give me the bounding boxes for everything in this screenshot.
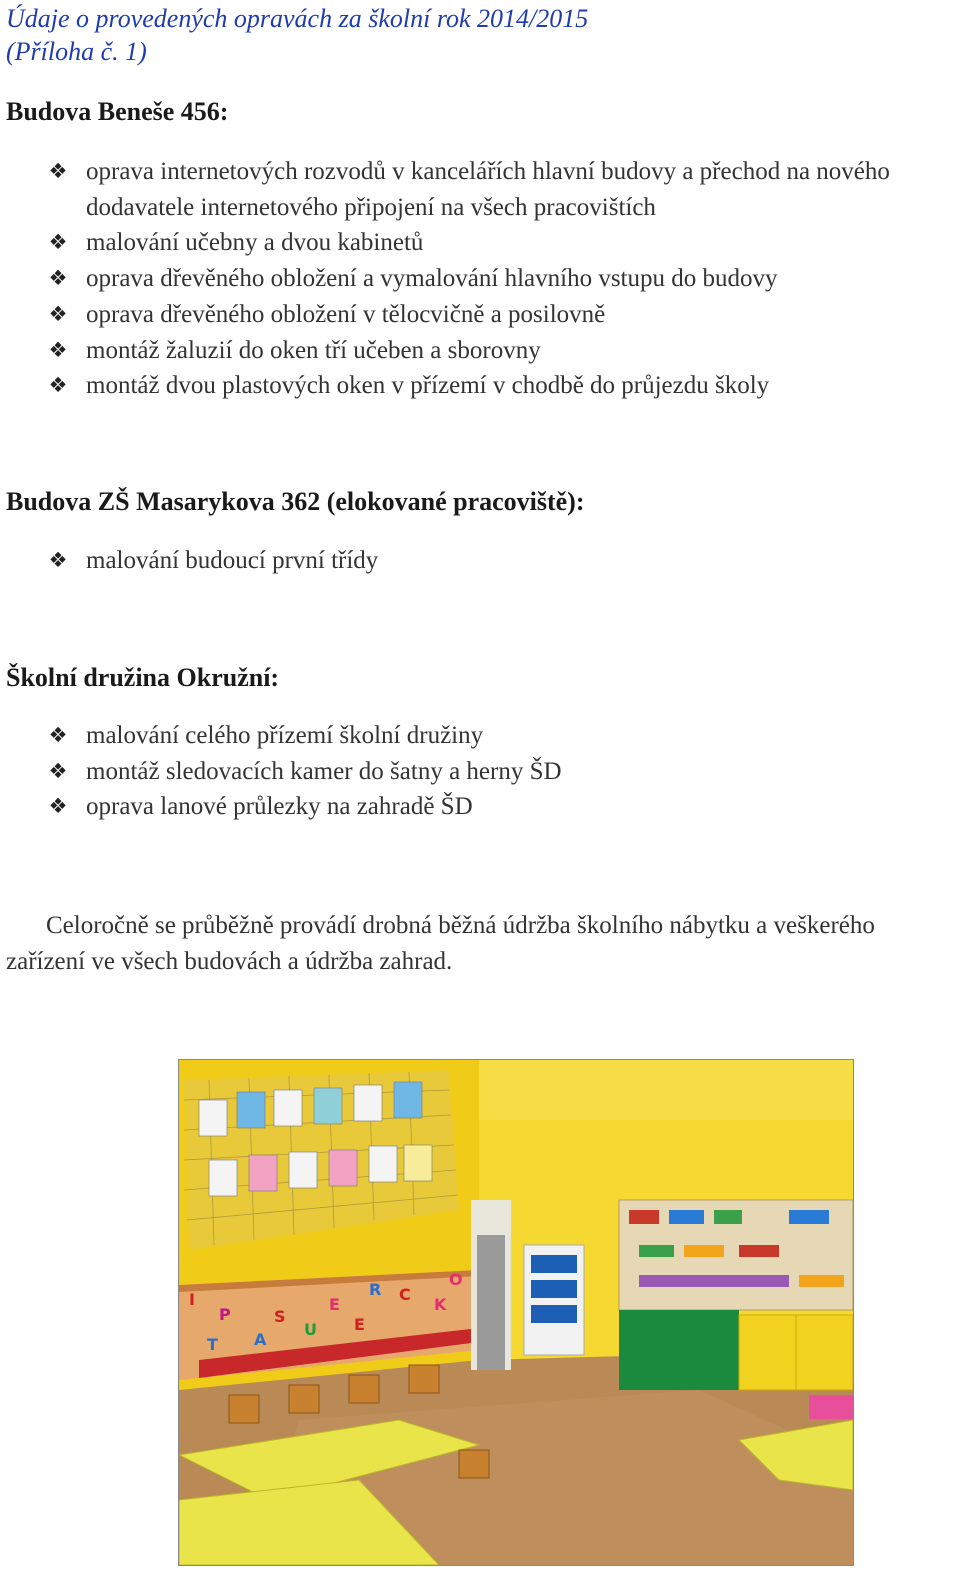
- list-druzina: [0, 718, 960, 825]
- wall-letter: I: [189, 1290, 195, 1309]
- wall-letter: T: [207, 1335, 218, 1354]
- wall-letter: C: [399, 1285, 411, 1304]
- wall-letter: S: [274, 1307, 286, 1326]
- bullet-icon: ❖: [48, 758, 68, 783]
- bullet-icon: ❖: [48, 266, 68, 291]
- wall-letter: R: [369, 1280, 382, 1299]
- bullet-icon: ❖: [48, 230, 68, 255]
- bullet-icon: ❖: [48, 794, 68, 819]
- list-item: ❖ montáž dvou plastových oken v přízemí v chodbě do průjezdu školy: [0, 368, 960, 404]
- bullet-icon: ❖: [48, 723, 68, 747]
- list-item: ❖ malování celého přízemí školní družiny: [0, 718, 960, 754]
- list-item: ❖ oprava internetových rozvodů v kancelářích hlavní budovy a přechod na nového dodavatele internetového připojení na všech pracovištích: [0, 154, 960, 225]
- list-item: ❖ malování budoucí první třídy: [0, 543, 960, 579]
- list-item: ❖ malování učebny a dvou kabinetů: [0, 225, 960, 261]
- bullet-icon: ❖: [48, 548, 68, 572]
- bullet-icon: ❖: [48, 337, 68, 362]
- list-item: ❖ oprava lanové průlezky na zahradě ŠD: [0, 789, 960, 825]
- list-item: ❖ oprava dřevěného obložení a vymalování hlavního vstupu do budovy: [0, 261, 960, 297]
- classroom-illustration: [179, 1060, 853, 1565]
- list-item: ❖ montáž žaluzií do oken tří učeben a sborovny: [0, 333, 960, 369]
- maintenance-paragraph: Celoročně se průběžně provádí drobná běžná údržba školního nábytku a veškerého zařízení ve všech budovách a údržba zahrad.: [6, 912, 875, 975]
- wall-letter: E: [329, 1295, 340, 1314]
- list-item: ❖ oprava dřevěného obložení v tělocvičně a posilovně: [0, 297, 960, 333]
- wall-letter: A: [254, 1330, 267, 1349]
- wall-letter: U: [304, 1320, 317, 1339]
- list-benese: [0, 154, 960, 404]
- wall-letter: O: [449, 1270, 463, 1289]
- bullet-icon: ❖: [48, 301, 68, 326]
- bullet-icon: ❖: [48, 373, 68, 398]
- section-heading-masarykova: Budova ZŠ Masarykova 362 (elokované pracoviště):: [6, 487, 585, 516]
- document-title: [6, 2, 906, 68]
- classroom-photo: [178, 1059, 854, 1566]
- section-heading-druzina: Školní družina Okružní:: [6, 663, 280, 692]
- wall-letter: P: [219, 1305, 231, 1324]
- title-line-2: (Příloha č. 1): [6, 37, 147, 66]
- wall-letter: E: [354, 1315, 365, 1334]
- bullet-icon: ❖: [48, 159, 68, 183]
- list-masarykova: [0, 543, 960, 579]
- wall-letter: K: [434, 1295, 447, 1314]
- list-item: ❖ montáž sledovacích kamer do šatny a herny ŠD: [0, 754, 960, 790]
- section-heading-benese: Budova Beneše 456:: [6, 97, 229, 126]
- title-line-1: Údaje o provedených opravách za školní rok 2014/2015: [6, 4, 589, 33]
